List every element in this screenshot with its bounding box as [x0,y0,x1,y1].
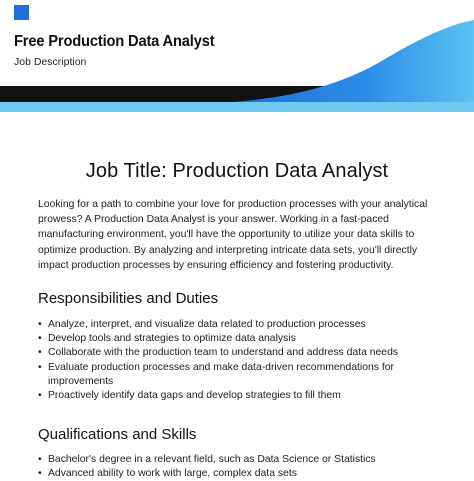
list-item: • Bachelor's degree in a relevant field, such as Data Science or Statistics [38,453,448,467]
responsibilities-list [38,318,448,403]
qualifications-list [38,453,448,481]
document-header [0,0,474,115]
job-title-heading: Job Title: Production Data Analyst [85,160,389,182]
header-banner-graphic [0,0,474,115]
main-content [38,160,448,480]
document-title: Free Production Data Analyst [14,33,215,50]
intro-paragraph: Looking for a path to combine your love for production processes with your analytical prowess? A Production Data Analyst is your answer. Working in a fast-paced manufacturing environment, you'll have the opportunity to utilize your data skills to optimize production. By analyzing and interpreting intricate data sets, you'll directly impact production processes by ensuring efficiency and fostering productivity. [38,199,428,271]
list-item: • Analyze, interpret, and visualize data related to production processes [38,318,448,332]
list-item: • Advanced ability to work with large, complex data sets [38,467,448,481]
list-item: • Develop tools and strategies to optimize data analysis [38,332,448,346]
list-item: • Proactively identify data gaps and develop strategies to fill them [38,389,448,403]
qualifications-heading: Qualifications and Skills [38,426,197,443]
document-subtitle: Job Description [14,56,87,68]
list-item: • Evaluate production processes and make data-driven recommendations for improvements [38,361,448,389]
banner-light-band [0,102,474,112]
list-item: • Collaborate with the production team to understand and address data needs [38,346,448,360]
responsibilities-heading: Responsibilities and Duties [38,290,219,307]
